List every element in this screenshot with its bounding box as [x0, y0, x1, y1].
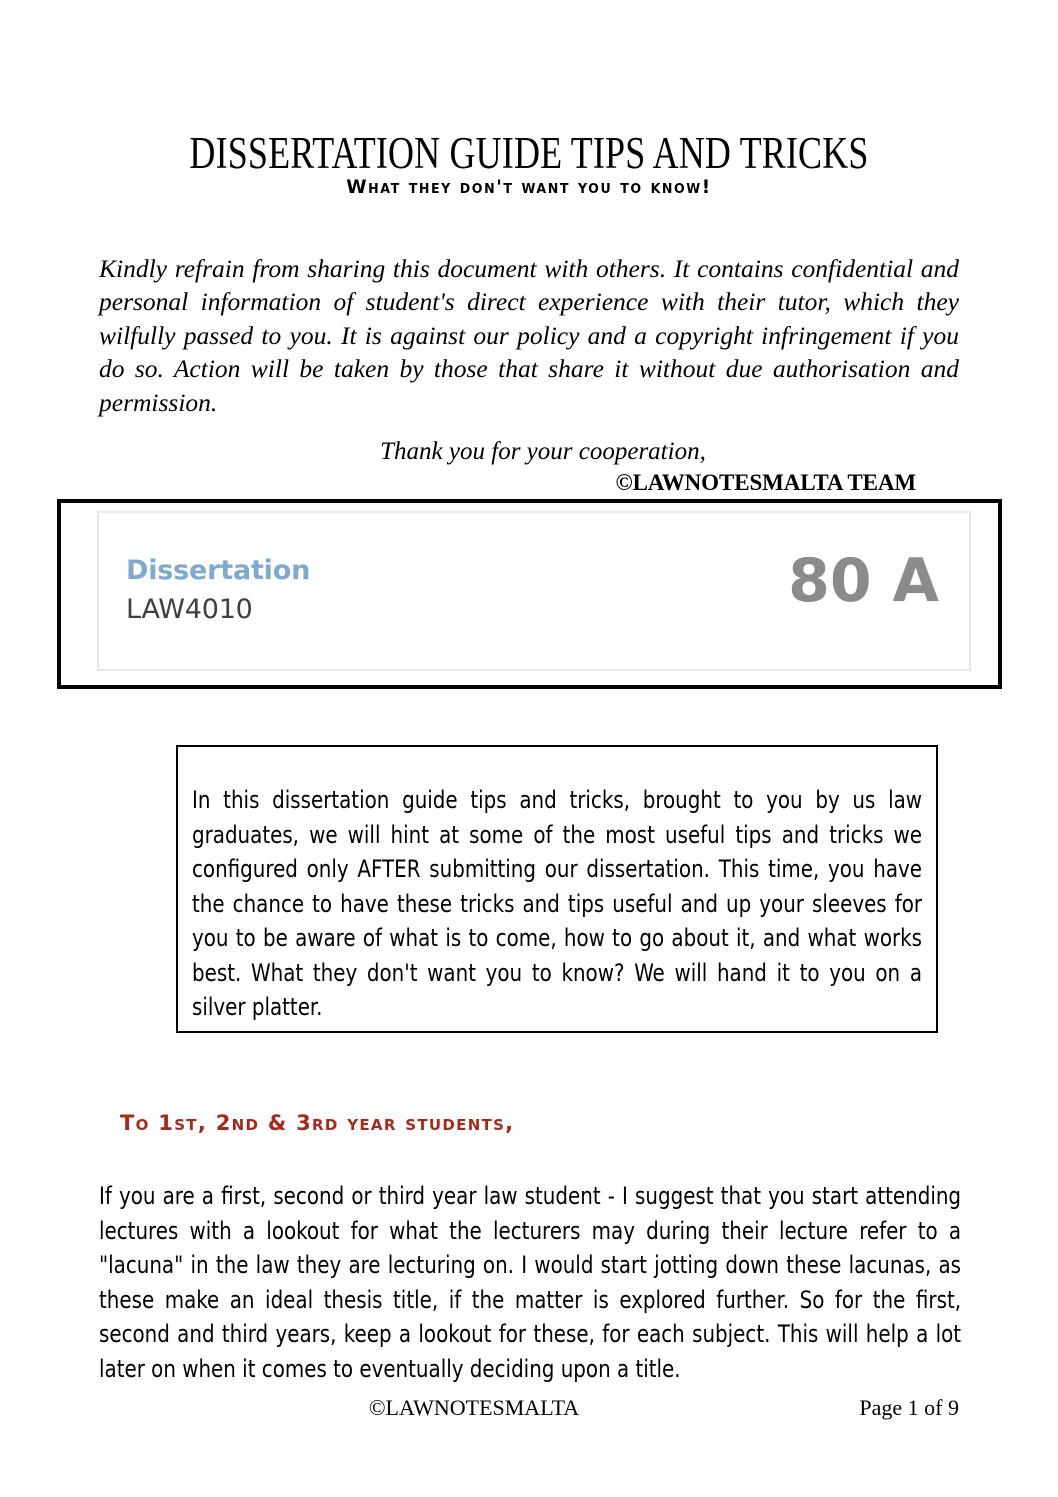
grade-course-code: LAW4010 [126, 593, 253, 625]
grade-screenshot-frame [57, 499, 1002, 689]
grade-course-title: Dissertation [126, 555, 311, 586]
confidentiality-notice: Kindly refrain from sharing this document with others. It contains confidential and personal information of student's direct experience with their tutor, which they wilfully passed to you. It is against our policy and a copyright infringement if you do so. Action will be taken by those that share it without due authorisation and permission. [99, 253, 959, 417]
intro-callout-box [176, 745, 938, 1033]
page-subtitle: What they don't want you to know! [346, 175, 712, 198]
grade-mark: 80 A [788, 546, 939, 616]
section-heading-year-students: To 1st, 2nd & 3rd year students, [120, 1111, 515, 1135]
grade-course-info [126, 555, 310, 627]
grade-card [97, 511, 971, 671]
page-title: DISSERTATION GUIDE TIPS AND TRICKS [189, 128, 869, 179]
page-footer [99, 1395, 959, 1425]
intro-callout-text: In this dissertation guide tips and tricks, brought to you by us law graduates, we will hint at some of the most useful tips and tricks we configured only AFTER submitting our dissertation. This time, you have the chance to have these tricks and tips useful and up your sleeves for you to be aware of what is to come, how to go about it, and what works best. What they don't want you to know? We will hand it to you on a silver platter. [192, 786, 923, 1021]
footer-page-number: Page 1 of 9 [859, 1395, 959, 1420]
team-credit: ©LAWNOTESMALTA TEAM [615, 470, 916, 495]
thank-you-line: Thank you for your cooperation, [380, 438, 706, 465]
footer-copyright: ©LAWNOTESMALTA [368, 1395, 580, 1420]
section-body-paragraph: If you are a first, second or third year law student - I suggest that you start attending lectures with a lookout for what the lecturers may during their lecture refer to a "lacuna" in the law they are lecturing on. I would start jotting down these lacunas, as these make an ideal thesis title, if the matter is explored further. So for the first, second and third years, keep a lookout for these, for each subject. This will help a lot later on when it comes to eventually deciding upon a title. [99, 1182, 962, 1383]
